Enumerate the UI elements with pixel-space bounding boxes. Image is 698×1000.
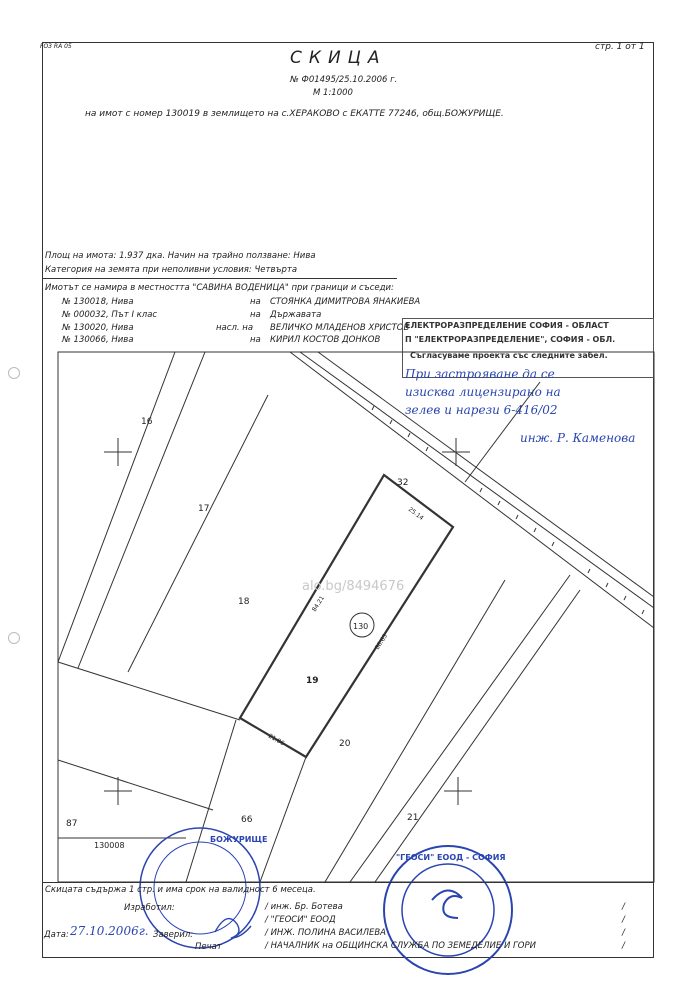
municipality-stamp-text: БОЖУРИЩЕ [210, 835, 268, 844]
parcel-label: 18 [238, 597, 250, 607]
parcel-label: 21 [407, 813, 419, 823]
stamp-label: Печат [195, 942, 222, 952]
parcel-boundary [325, 580, 505, 882]
grid-cross [442, 438, 470, 466]
signer-line: / ИНЖ. ПОЛИНА ВАСИЛЕВА [265, 928, 386, 938]
parcel-label: 17 [198, 504, 210, 514]
watermark: alo.bg/8494676 [302, 579, 405, 594]
parcel-label: 16 [141, 417, 153, 427]
neighbor-id: № 000032, Път I клас [62, 310, 158, 320]
location-line: Имотът се намира в местността "САВИНА ВОДЕНИЦА" при граници и съседи: [45, 283, 394, 293]
neighbor-pre: насл. на [216, 323, 254, 333]
made-by-label: Изработил: [124, 903, 175, 913]
parcel-label: 87 [66, 819, 78, 829]
parcel-boundary [186, 720, 236, 882]
slash-mark: / [622, 928, 625, 938]
dimension-label: 21.86 [267, 732, 286, 748]
slash-mark: / [622, 915, 625, 925]
sketch-scale: М 1:1000 [313, 88, 353, 98]
slash-mark: / [622, 902, 625, 912]
dimension-label: 25.14 [406, 506, 425, 522]
signer-name: НАЧАЛНИК на ОБЩИНСКА СЛУЖБА ПО ЗЕМЕДЕЛИЕ И ГОРИ [270, 941, 536, 951]
category-line: Категория на земята при неполивни условия: Четвърта [45, 265, 298, 275]
signer-line: / НАЧАЛНИК на ОБЩИНСКА СЛУЖБА ПО ЗЕМЕДЕЛИЕ И ГОРИ [265, 941, 536, 951]
parcel-label: 130008 [94, 841, 125, 850]
road-edge [318, 352, 654, 597]
grid-cross [444, 777, 472, 805]
neighbor-owner: Държавата [270, 310, 322, 320]
date-label: Дата: [44, 930, 69, 940]
dimension-label: 86.63 [373, 632, 390, 652]
date-value: 27.10.2006г. [70, 924, 149, 938]
neighbor-id: № 130066, Нива [62, 335, 134, 345]
parcel-boundary [58, 760, 213, 810]
utility-stamp-line2: П "ЕЛЕКТРОРАЗПРЕДЕЛЕНИЕ", СОФИЯ - ОБЛ. [405, 335, 616, 344]
neighbor-owner: КИРИЛ КОСТОВ ДОНКОВ [270, 335, 381, 345]
parcel-label: 32 [397, 478, 409, 488]
parcel-boundary [58, 352, 175, 662]
parcel-boundary [128, 395, 268, 672]
signer-name: "ГЕОСИ" ЕООД [270, 915, 336, 925]
signer-line: / "ГЕОСИ" ЕООД [265, 915, 336, 925]
area-line: Площ на имота: 1.937 дка. Начин на трайно ползване: Нива [45, 251, 316, 261]
parcel-label: 130 [353, 622, 369, 631]
handwritten-note: зелев и нарези 6-416/02 [405, 403, 558, 417]
neighbor-pre: на [250, 310, 261, 320]
handwritten-signature: инж. Р. Каменова [520, 431, 636, 445]
parcel-boundary [260, 757, 306, 882]
signature-mark [215, 919, 251, 938]
neighbor-id: № 130018, Нива [62, 297, 134, 307]
validity-note: Скицата съдържа 1 стр. и има срок на валидност 6 месеца. [45, 885, 316, 895]
neighbor-id: № 130020, Нива [62, 323, 134, 333]
stamp-logo [432, 890, 462, 918]
map-border [58, 352, 654, 882]
utility-stamp-line1: ЕЛЕКТРОРАЗПРЕДЕЛЕНИЕ СОФИЯ - ОБЛАСТ [405, 321, 609, 330]
neighbor-owner: СТОЯНКА ДИМИТРОВА ЯНАКИЕВА [270, 297, 421, 307]
slash-mark: / [622, 941, 625, 951]
handwritten-note: При застрояване да се [405, 367, 555, 381]
grid-cross [104, 777, 132, 805]
corner-code: FO3 RA 05 [40, 43, 72, 50]
grid-cross [104, 438, 132, 466]
signer-line: / инж. Бр. Ботева [265, 902, 343, 912]
parcel-boundary [58, 662, 240, 720]
handwritten-note: изисква лицензирано на [405, 385, 561, 399]
signer-name: инж. Бр. Ботева [270, 902, 343, 912]
parcel-boundary [350, 575, 570, 882]
parcel-boundary [465, 382, 540, 482]
geosi-stamp-text: "ГЕОСИ" ЕООД - СОФИЯ [396, 853, 506, 862]
utility-stamp-line3: Съгласуваме проекта със следните забел. [410, 351, 608, 360]
signer-name: ИНЖ. ПОЛИНА ВАСИЛЕВА [270, 928, 386, 938]
geosi-stamp [384, 846, 512, 974]
parcel-label: 20 [339, 739, 351, 749]
dimension-label: 84.21 [310, 594, 327, 614]
road-edge [300, 352, 654, 608]
sketch-subject: на имот с номер 130019 в землището на с.ХЕРАКОВО с ЕКАТТЕ 77246, общ.БОЖУРИЩЕ. [85, 109, 504, 119]
neighbor-pre: на [250, 297, 261, 307]
neighbor-pre: на [250, 335, 261, 345]
parcel-boundary [375, 590, 580, 882]
certified-label: Заверил: [153, 930, 194, 940]
parcel-label: 19 [306, 676, 319, 686]
parcel-boundary [78, 352, 205, 668]
sketch-title: СКИЦА [290, 48, 387, 68]
neighbor-owner: ВЕЛИЧКО МЛАДЕНОВ ХРИСТОВ [270, 323, 410, 333]
parcel-label: 66 [241, 815, 253, 825]
footer-divider [42, 882, 654, 883]
sketch-number: № Ф01495/25.10.2006 г. [290, 75, 398, 85]
page-number: стр. 1 от 1 [595, 42, 645, 52]
